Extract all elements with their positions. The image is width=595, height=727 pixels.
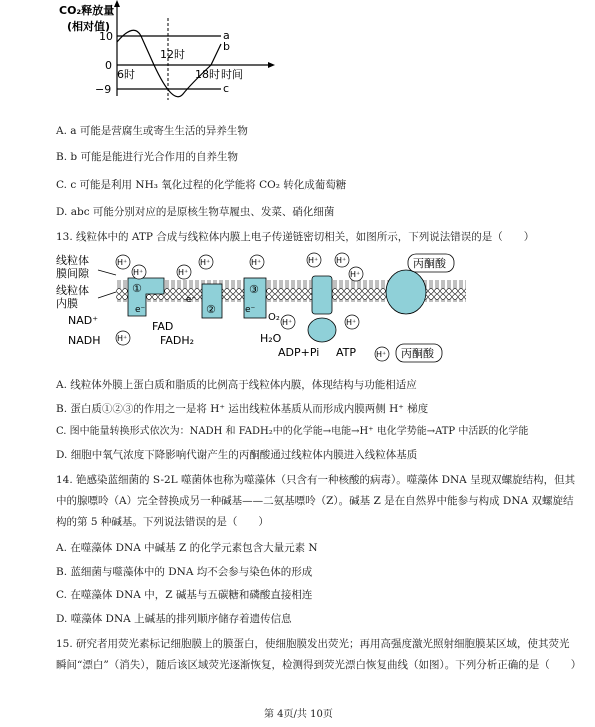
ylabel-line2: (相对值): [67, 20, 111, 33]
h-ion-top-3: [177, 265, 191, 279]
y-tick-minus9: −9: [95, 83, 112, 96]
q14-option-a: A. 在噬藻体 DNA 中碱基 Z 的化学元素包含大量元素 N: [56, 542, 318, 554]
svg-text:H⁺: H⁺: [350, 270, 361, 279]
h-ion-top-4: [199, 255, 213, 269]
atp-synthase-stalk: [312, 276, 332, 314]
h2o: H₂O: [260, 332, 282, 345]
q12-option-a: A. a 可能是营腐生或寄生生活的异养生物: [56, 125, 248, 137]
complex-3-label: ③: [249, 283, 259, 296]
q15-stem: 15. 研究者用荧光素标记细胞膜上的膜蛋白，使细胞膜发出荧光；再用高强度激光照射细胞膜某区域，使其荧光瞬间“漂白”（消失），随后该区域荧光逐渐恢复，检测得到荧光漂白恢复曲线（如图）。下列分析正确的是（ ）: [56, 638, 582, 671]
q14-option-c: C. 在噬藻体 DNA 中，Z 碱基与五碳糖和磷酸直接相连: [56, 589, 313, 601]
x-tick-12: 12时: [160, 48, 185, 61]
complex-1-label: ①: [132, 282, 142, 295]
h-ion-bottom-4: [375, 347, 389, 361]
q13-stem: 13. 线粒体中的 ATP 合成与线粒体内膜上电子传递链密切相关，如图所示，下列说法错误的是（ ）: [56, 231, 535, 243]
e-1: e⁻: [135, 305, 146, 315]
o2: O₂: [268, 312, 280, 323]
label-pointer-2: [98, 292, 116, 298]
label-inner-membrane-2: 内膜: [56, 297, 78, 310]
fad: FAD: [152, 320, 174, 333]
q12-option-b: B. b 可能是能进行光合作用的自养生物: [56, 151, 238, 163]
complex-2-label: ②: [206, 303, 216, 316]
svg-text:H⁺: H⁺: [251, 258, 262, 267]
pyruvate-bottom: 丙酮酸: [401, 347, 434, 360]
page-footer: 第 4页/共 10页: [264, 709, 333, 720]
label-pointer-1: [98, 270, 116, 275]
x-tick-18: 18时: [195, 68, 220, 81]
svg-text:H⁺: H⁺: [336, 256, 347, 265]
svg-text:H⁺: H⁺: [282, 318, 293, 327]
curve-label-c: c: [223, 82, 230, 95]
atp-synthase-head: [308, 318, 336, 342]
svg-text:H⁺: H⁺: [117, 334, 128, 343]
label-intermembrane-1: 线粒体: [56, 254, 89, 267]
curve-label-a: a: [223, 29, 230, 42]
svg-text:H⁺: H⁺: [178, 268, 189, 277]
svg-text:H⁺: H⁺: [133, 268, 144, 277]
label-inner-membrane-1: 线粒体: [56, 284, 89, 297]
svg-text:H⁺: H⁺: [376, 350, 387, 359]
y-tick-0: 0: [105, 59, 112, 72]
q14-option-d: D. 噬藻体 DNA 上碱基的排列顺序储存着遗传信息: [56, 613, 292, 625]
fadh2: FADH₂: [160, 334, 194, 347]
x-tick-6: 6时: [117, 68, 135, 81]
atp: ATP: [336, 346, 357, 359]
h-ion-top-8: [349, 267, 363, 281]
co2-release-graph: [55, 0, 285, 100]
nad-plus: NAD⁺: [68, 314, 99, 327]
q13-option-b: B. 蛋白质①②③的作用之一是将 H⁺ 运出线粒体基质从而形成内膜两侧 H⁺ 梯度: [56, 403, 429, 415]
h-ion-top-2: [132, 265, 146, 279]
q12-option-c: C. c 可能是利用 NH₃ 氧化过程的化学能将 CO₂ 转化成葡萄糖: [56, 179, 347, 191]
label-intermembrane-2: 膜间隙: [56, 267, 89, 280]
nadh: NADH: [68, 334, 101, 347]
svg-text:H⁺: H⁺: [346, 318, 357, 327]
pyruvate-top: 丙酮酸: [413, 257, 446, 270]
q13-option-a: A. 线粒体外膜上蛋白质和脂质的比例高于线粒体内膜，体现结构与功能相适应: [56, 379, 417, 391]
e-3: e⁻: [245, 305, 256, 315]
adp-pi: ADP+Pi: [278, 346, 320, 359]
mitochondria-diagram: [56, 250, 476, 372]
pyruvate-transporter: [386, 270, 426, 314]
curve-b-line: [117, 30, 221, 96]
h-ion-bottom-3: [345, 315, 359, 329]
q12-option-d: D. abc 可能分别对应的是原核生物草履虫、发菜、硝化细菌: [56, 206, 335, 218]
curve-label-b: b: [223, 40, 230, 53]
y-tick-10: 10: [99, 30, 113, 43]
h-ion-top-5: [250, 255, 264, 269]
h-ion-bottom-1: [116, 331, 130, 345]
q13-option-d: D. 细胞中氧气浓度下降影响代谢产生的丙酮酸通过线粒体内膜进入线粒体基质: [56, 449, 418, 461]
svg-text:H⁺: H⁺: [200, 258, 211, 267]
q14-option-b: B. 蓝细菌与噬藻体中的 DNA 均不会参与染色体的形成: [56, 566, 313, 578]
svg-text:H⁺: H⁺: [308, 256, 319, 265]
x-axis-arrow: [268, 62, 275, 68]
svg-text:H⁺: H⁺: [117, 258, 128, 267]
q13-option-c: C. 图中能量转换形式依次为：NADH 和 FADH₂中的化学能→电能→H⁺ 电化学势能→ATP 中活跃的化学能: [56, 426, 529, 437]
h-ion-top-7: [335, 253, 349, 267]
e-2: e⁻: [186, 295, 197, 305]
q14-stem: 14. 铯感染蓝细菌的 S-2L 噬菌体也称为噬藻体（只含有一种核酸的病毒）。噬藻体 DNA 呈现双螺旋结构，但其中的腺嘌呤（A）完全替换成另一种碱基——二氨基嘌呤（Z）。碱基 Z 是在自然界中能参与构成 DNA 双螺旋结构的第 5 种碱基。下列说法错误的是（ ）: [56, 474, 576, 528]
h-ion-top-6: [307, 253, 321, 267]
ylabel-line1: CO₂释放量: [59, 4, 115, 17]
x-axis-label: 时间: [221, 68, 243, 81]
h-ion-top-1: [116, 255, 130, 269]
h-ion-bottom-2: [281, 315, 295, 329]
y-axis-arrow: [114, 0, 120, 7]
